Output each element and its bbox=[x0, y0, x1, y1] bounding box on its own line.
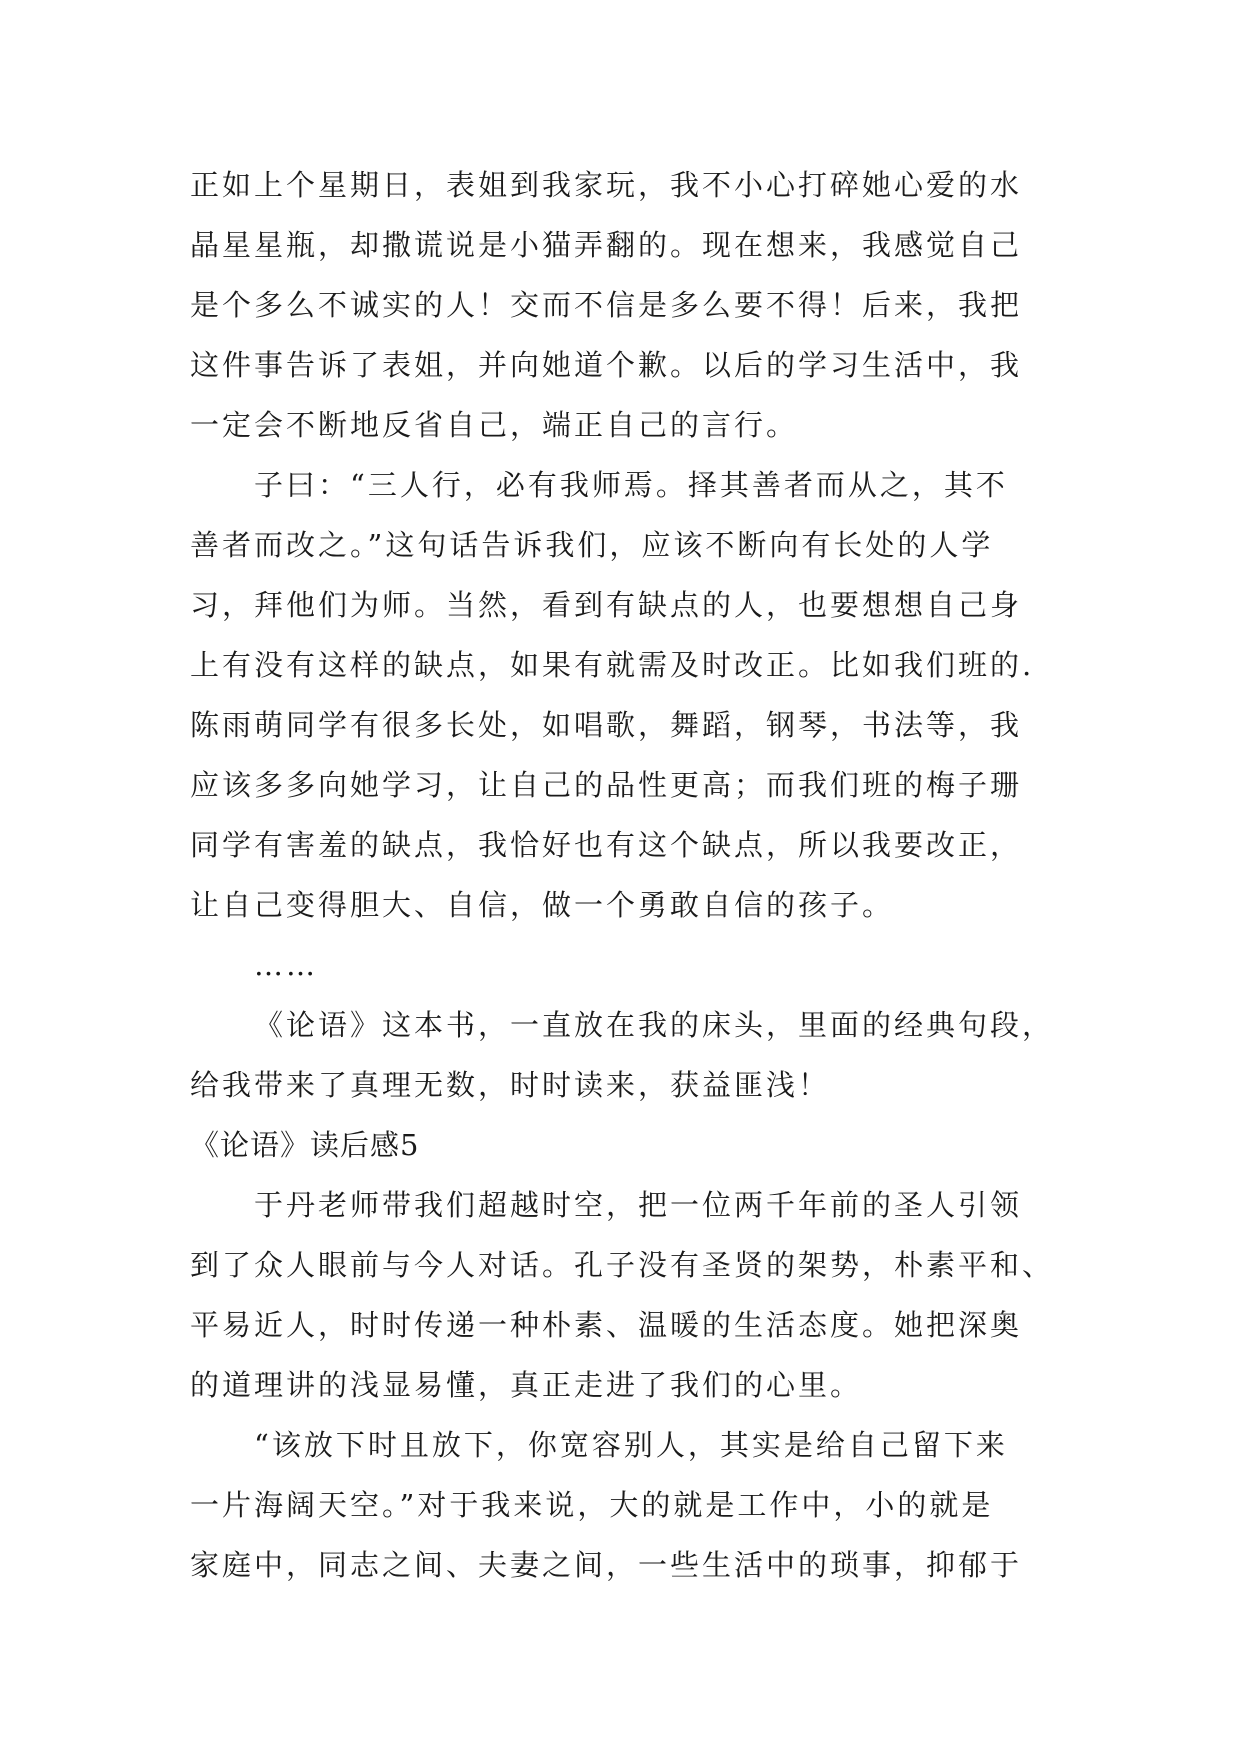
document-page bbox=[190, 155, 1060, 1595]
paragraph-first-line: “该放下时且放下，你宽容别人，其实是给自己留下来 bbox=[254, 1428, 1008, 1462]
text-line: 同学有害羞的缺点，我恰好也有这个缺点，所以我要改正， bbox=[190, 828, 1023, 862]
text-line: 给我带来了真理无数，时时读来，获益匪浅！ bbox=[190, 1068, 831, 1102]
paragraph-first-line: 于丹老师带我们超越时空，把一位两千年前的圣人引领 bbox=[254, 1188, 1023, 1222]
text-line: 应该多多向她学习，让自己的品性更高；而我们班的梅子珊 bbox=[190, 768, 1023, 802]
text-line: 一片海阔天空。”对于我来说，大的就是工作中，小的就是 bbox=[190, 1488, 994, 1522]
ellipsis-line: …… bbox=[254, 948, 318, 982]
text-line: 是个多么不诚实的人！交而不信是多么要不得！后来，我把 bbox=[190, 288, 1023, 322]
paragraph-first-line: 《论语》这本书，一直放在我的床头，里面的经典句段， bbox=[254, 1008, 1055, 1042]
text-line: 让自己变得胆大、自信，做一个勇敢自信的孩子。 bbox=[190, 888, 895, 922]
text-line: 一定会不断地反省自己，端正自己的言行。 bbox=[190, 408, 799, 442]
section-title: 《论语》读后感5 bbox=[190, 1128, 420, 1162]
text-line: 到了众人眼前与今人对话。孔子没有圣贤的架势，朴素平和、 bbox=[190, 1248, 1055, 1282]
text-line: 习，拜他们为师。当然，看到有缺点的人，也要想想自己身 bbox=[190, 588, 1023, 622]
text-line: 这件事告诉了表姐，并向她道个歉。以后的学习生活中，我 bbox=[190, 348, 1023, 382]
text-line: 上有没有这样的缺点，如果有就需及时改正。比如我们班的. bbox=[190, 648, 1035, 682]
text-line: 陈雨萌同学有很多长处，如唱歌，舞蹈，钢琴，书法等，我 bbox=[190, 708, 1023, 742]
text-line: 善者而改之。”这句话告诉我们，应该不断向有长处的人学 bbox=[190, 528, 994, 562]
text-line: 平易近人，时时传递一种朴素、温暖的生活态度。她把深奥 bbox=[190, 1308, 1023, 1342]
text-line: 晶星星瓶，却撒谎说是小猫弄翻的。现在想来，我感觉自己 bbox=[190, 228, 1023, 262]
text-line: 家庭中，同志之间、夫妻之间，一些生活中的琐事，抑郁于 bbox=[190, 1548, 1023, 1582]
paragraph-first-line: 子曰：“三人行，必有我师焉。择其善者而从之，其不 bbox=[254, 468, 1008, 502]
text-line: 的道理讲的浅显易懂，真正走进了我们的心里。 bbox=[190, 1368, 863, 1402]
text-line: 正如上个星期日，表姐到我家玩，我不小心打碎她心爱的水 bbox=[190, 168, 1023, 202]
